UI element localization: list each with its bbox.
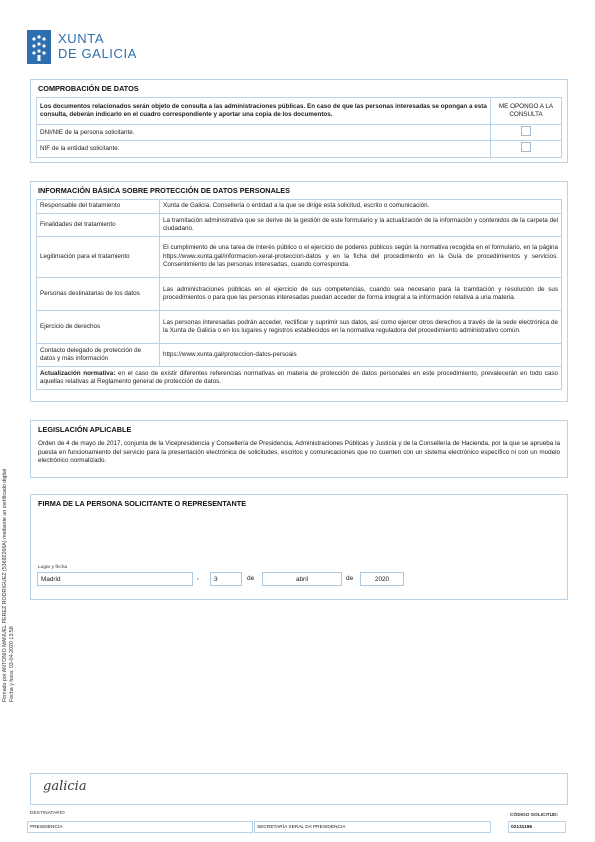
- proteccion-section: [30, 181, 568, 402]
- actualizacion-text: en el caso de existir diferentes referencias normativas en materia de protección de datos personales en este procedimiento, prevalecerán en todo caso aquellas relativas al Reglamento general de protección de datos.: [40, 369, 559, 385]
- de-separator-2: de: [346, 575, 354, 582]
- xunta-shield-icon: [27, 30, 51, 64]
- actualizacion-label: Actualización normativa:: [40, 369, 116, 377]
- comprobacion-intro: Los documentos relacionados serán objeto de consulta a las administraciones públicas. En caso de que las personas interesadas se opongan a esta consulta, deberán indicarlo en el cuadro correspondiente y aportar una copia de los documentos.: [37, 98, 491, 125]
- proteccion-label: Contacto delegado de protección de datos y más información: [37, 344, 160, 367]
- table-row: [37, 367, 562, 390]
- proteccion-value: Xunta de Galicia. Consellería o entidad a la que se dirige esta solicitud, escrito o comunicación.: [160, 200, 562, 214]
- lugar-field[interactable]: Madrid: [37, 572, 193, 586]
- codigo-solicitud-label: CÓDIGO SOLICITUD:: [510, 813, 559, 818]
- de-separator-1: de: [247, 575, 255, 582]
- comprobacion-table: [36, 97, 562, 158]
- signature-line-2: Fecha y hora: 03-04-2020 13:58: [9, 626, 15, 702]
- codigo-solicitud-value: 02131196: [508, 821, 566, 833]
- comma-separator: ,: [197, 574, 199, 581]
- table-row: [37, 200, 562, 214]
- legislacion-title: LEGISLACIÓN APLICABLE: [38, 425, 132, 434]
- oponer-column-header: ME OPONGO A LA CONSULTA: [491, 98, 562, 125]
- month-field[interactable]: abril: [262, 572, 342, 586]
- firma-title: FIRMA DE LA PERSONA SOLICITANTE O REPRESENTANTE: [38, 499, 247, 508]
- table-row: [37, 344, 562, 367]
- proteccion-value: La tramitación administrativa que se derive de la gestión de este formulario y la actualización de la información y contenidos de la carpeta del ciudadano.: [160, 214, 562, 237]
- proteccion-label: Legitimación para el tratamiento: [37, 237, 160, 278]
- firma-section: [30, 494, 568, 600]
- table-row: [37, 125, 562, 141]
- comprobacion-row-dni: DNI/NIE de la persona solicitante.: [37, 125, 491, 141]
- proteccion-value: El cumplimiento de una tarea de interés público o el ejercicio de poderes públicos según la normativa recogida en el formulario, en la página https://www.xunta.gal/informacion-xeral-proteccion-datos y en la ficha del procedimiento en la Guía de procedimientos y servicios. Consentimiento de las personas interesadas, cuando corresponda.: [160, 237, 562, 278]
- xunta-logo: [27, 30, 147, 66]
- proteccion-label: Personas destinatarias de los datos: [37, 278, 160, 311]
- actualizacion-normativa: [37, 367, 562, 390]
- lugar-fecha-label: Lugar y fecha: [38, 565, 68, 570]
- table-row: [37, 278, 562, 311]
- proteccion-label: Finalidades del tratamiento: [37, 214, 160, 237]
- oponer-dni-checkbox[interactable]: [521, 126, 531, 136]
- comprobacion-section: [30, 79, 568, 163]
- table-row: [37, 237, 562, 278]
- table-row: [37, 214, 562, 237]
- day-field[interactable]: 3: [210, 572, 242, 586]
- destinatario-secretaria: SECRETARÍA XERAL DA PRESIDENCIA: [254, 821, 491, 833]
- table-row: [37, 311, 562, 344]
- proteccion-label: Responsable del tratamiento: [37, 200, 160, 214]
- destinatario-presidencia: PRESIDENCIA: [27, 821, 253, 833]
- logo-line-1: XUNTA: [58, 31, 105, 46]
- galicia-brand-logo: galicia: [43, 779, 87, 794]
- proteccion-value: Las administraciones públicas en el ejercicio de sus competencias, cuando sea necesario para la tramitación y resolución de sus procedimientos o para que las personas interesadas puedan acceder de forma integral a la información relativa a una materia.: [160, 278, 562, 311]
- proteccion-title: INFORMACIÓN BÁSICA SOBRE PROTECCIÓN DE DATOS PERSONALES: [38, 186, 291, 195]
- proteccion-value: Las personas interesadas podrán acceder, rectificar y suprimir sus datos, así como ejercer otros derechos a través de la sede electrónica de la Xunta de Galicia o en los lugares y registros establecidos en la normativa reguladora del procedimiento administrativo común.: [160, 311, 562, 344]
- table-row: [37, 141, 562, 157]
- destinatario-label: DESTINATARIO: [30, 811, 65, 816]
- oponer-nif-cell: [491, 141, 562, 157]
- year-field[interactable]: 2020: [360, 572, 404, 586]
- galicia-brand-box: [30, 773, 568, 805]
- proteccion-table: [36, 199, 562, 390]
- legislacion-text: Orden de 4 de mayo de 2017, conjunta de la Vicepresidencia y Consellería de Presidencia, Administraciones Públicas y Justicia y de la Consellería de Hacienda, por la que se aprueba la puesta en funcionamiento del servicio para la presentación electrónica de solicitudes, escritos y comunicaciones que no cuenten con un sistema electrónico específico ni con un modelo electrónico normalizado.: [38, 440, 560, 465]
- logo-line-2: DE GALICIA: [58, 46, 137, 61]
- proteccion-label: Ejercicio de derechos: [37, 311, 160, 344]
- oponer-nif-checkbox[interactable]: [521, 142, 531, 152]
- signature-line-1: Firmado por ANTONIO MANUEL PEREZ RODRIGUEZ (53692266A) mediante un certificado digital: [2, 468, 8, 702]
- proteccion-value-link[interactable]: https://www.xunta.gal/proteccion-datos-persoais: [160, 344, 562, 367]
- comprobacion-title: COMPROBACIÓN DE DATOS: [38, 84, 139, 93]
- comprobacion-row-nif: NIF de la entidad solicitante.: [37, 141, 491, 157]
- oponer-dni-cell: [491, 125, 562, 141]
- legislacion-section: [30, 420, 568, 478]
- xunta-logo-text: [58, 31, 137, 61]
- table-row: [37, 98, 562, 125]
